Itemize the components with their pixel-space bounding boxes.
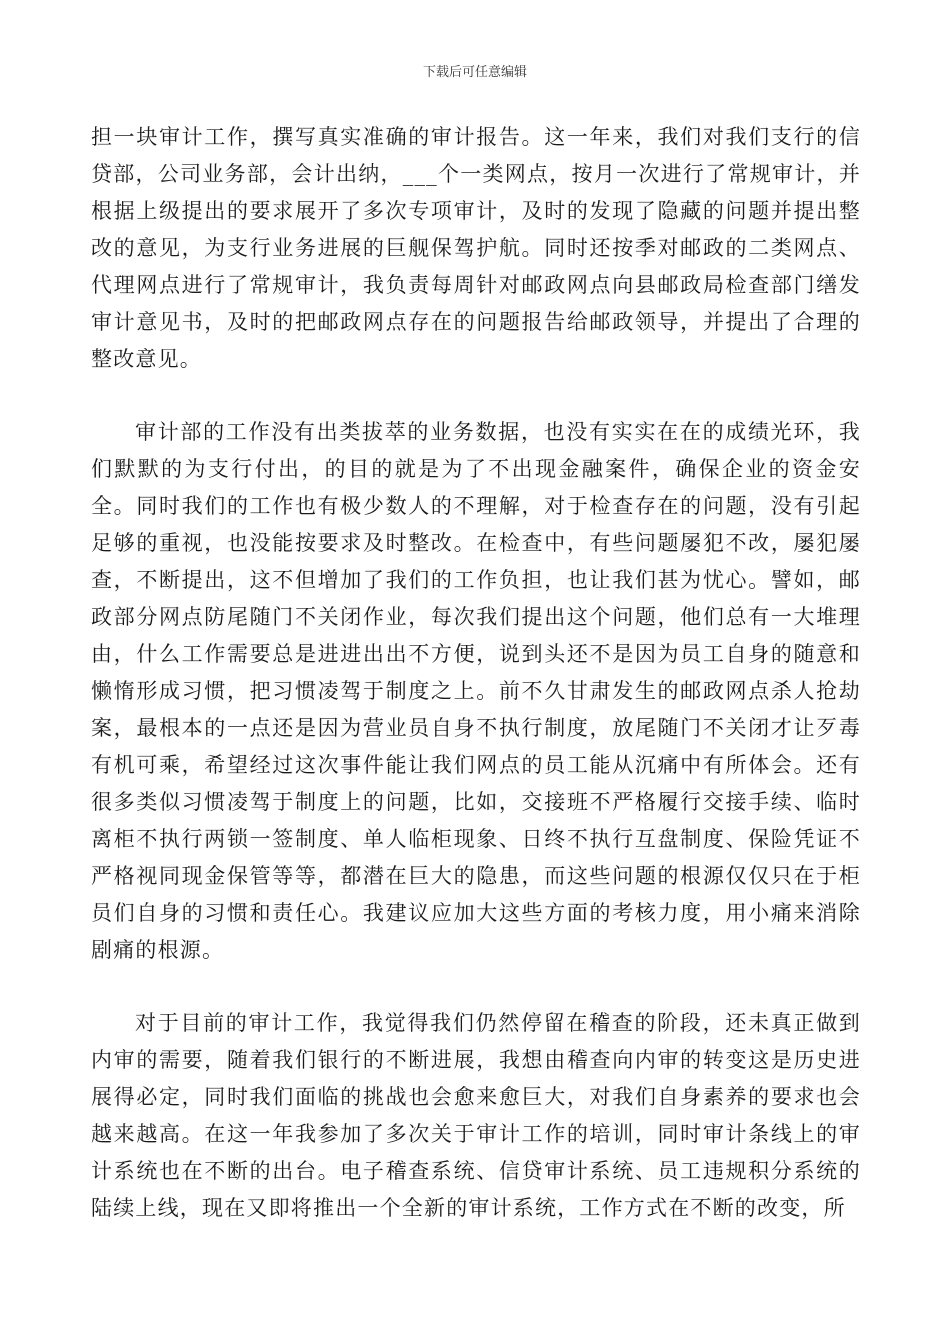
paragraph-spacer: [91, 378, 861, 414]
paragraph-spacer: [91, 969, 861, 1005]
page-header-note: 下载后可任意编辑: [422, 65, 527, 80]
paragraph-audit-outlook: 对于目前的审计工作，我觉得我们仍然停留在稽查的阶段，还未真正做到内审的需要，随着我们银行的不断进展，我想由稽查向内审的转变这是历史进展得必定，同时我们面临的挑战也会愈来愈巨大，对我们自身素养的要求也会越来越高。在这一年我参加了多次关于审计工作的培训，同时审计条线上的审计系统也在不断的出台。电子稽查系统、信贷审计系统、员工违规积分系统的陆续上线，现在又即将推出一个全新的审计系统，工作方式在不断的改变，所: [91, 1011, 861, 1220]
paragraph-audit-work: 审计部的工作没有出类拔萃的业务数据，也没有实实在在的成绩光环，我们默默的为支行付出，的目的就是为了不出现金融案件，确保企业的资金安全。同时我们的工作也有极少数人的不理解，对于检查存在的问题，没有引起足够的重视，也没能按要求及时整改。在检查中，有些问题屡犯不改，屡犯屡查，不断提出，这不但增加了我们的工作负担，也让我们甚为忧心。譬如，邮政部分网点防尾随门不关闭作业，每次我们提出这个问题，他们总有一大堆理由，什么工作需要总是进进出出不方便，说到头还不是因为员工自身的随意和懒惰形成习惯，把习惯凌驾于制度之上。前不久甘肃发生的邮政网点杀人抢劫案，最根本的一点还是因为营业员自身不执行制度，放尾随门不关闭才让歹毒有机可乘，希望经过这次事件能让我们网点的员工能从沉痛中有所体会。还有很多类似习惯凌驾于制度上的问题，比如，交接班不严格履行交接手续、临时离柜不执行两锁一签制度、单人临柜现象、日终不执行互盘制度、保险凭证不严格视同现金保管等等，都潜在巨大的隐患，而这些问题的根源仅仅只在于柜员们自身的习惯和责任心。我建议应加大这些方面的考核力度，用小痛来消除剧痛的根源。: [91, 420, 861, 962]
document-body: [91, 119, 861, 1227]
paragraph-continuation: 担一块审计工作，撰写真实准确的审计报告。这一年来，我们对我们支行的信贷部，公司业务部，会计出纳，___个一类网点，按月一次进行了常规审计，并根据上级提出的要求展开了多次专项审计，及时的发现了隐藏的问题并提出整改的意见，为支行业务进展的巨舰保驾护航。同时还按季对邮政的二类网点、代理网点进行了常规审计，我负责每周针对邮政网点向县邮政局检查部门缮发审计意见书，及时的把邮政网点存在的问题报告给邮政领导，并提出了合理的整改意见。: [91, 125, 861, 371]
